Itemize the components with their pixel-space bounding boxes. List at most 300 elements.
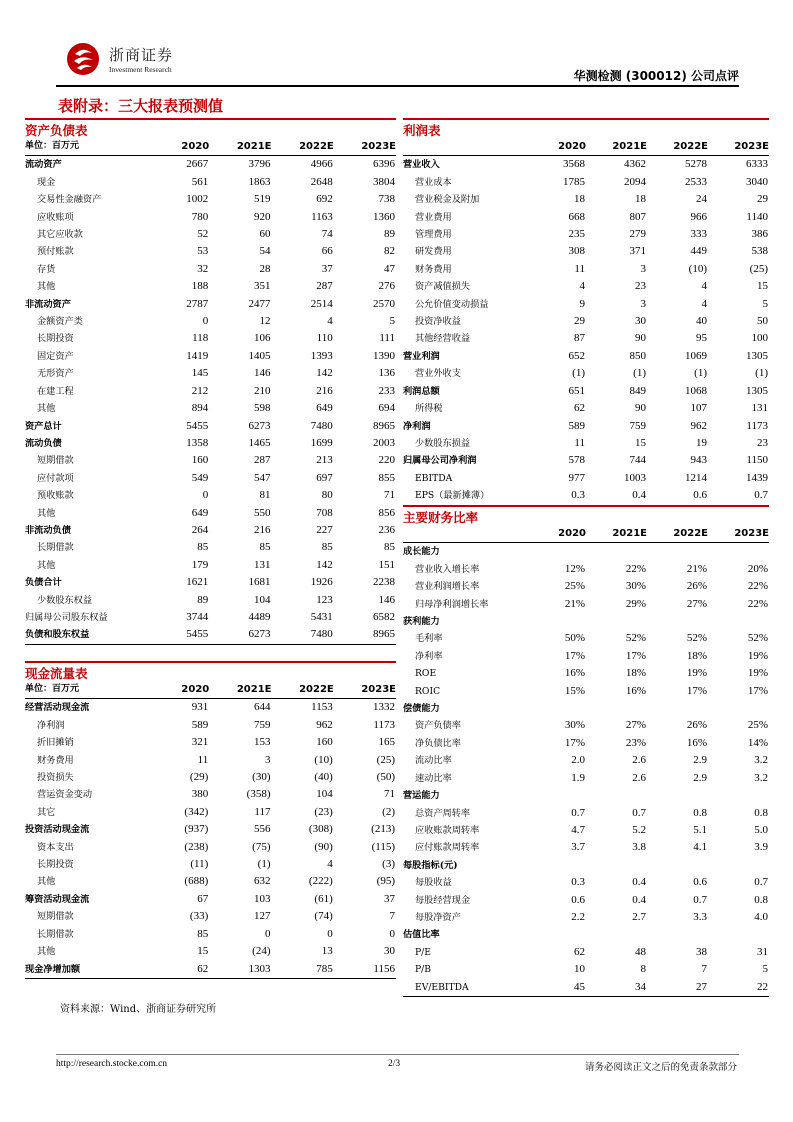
cell-value: (1) bbox=[694, 367, 707, 380]
cell-value: 12 bbox=[259, 315, 271, 328]
cell-value: 3.3 bbox=[693, 910, 707, 923]
year-header: 2020 bbox=[181, 141, 210, 152]
cell-value: 589 bbox=[568, 419, 585, 432]
cell-value: 90 bbox=[635, 402, 646, 415]
table-row bbox=[403, 839, 769, 856]
cell-value bbox=[525, 857, 586, 874]
cell-value: 966 bbox=[690, 210, 707, 223]
cell-value: 962 bbox=[316, 718, 333, 731]
cell-value: (1) bbox=[257, 858, 271, 871]
cell-value: 3.2 bbox=[754, 771, 768, 784]
table-row bbox=[25, 330, 396, 347]
table-row bbox=[403, 979, 769, 997]
cell-value: 3.8 bbox=[632, 841, 646, 854]
cell-value: 276 bbox=[378, 280, 395, 293]
table-row bbox=[25, 574, 396, 591]
cell-value: 1439 bbox=[746, 471, 768, 484]
row-label: 其他 bbox=[37, 281, 56, 293]
table-row bbox=[25, 891, 396, 908]
cell-value: 1150 bbox=[746, 454, 768, 467]
table-row bbox=[25, 943, 396, 960]
cell-value bbox=[708, 787, 769, 804]
year-header: 2022E bbox=[673, 528, 708, 539]
row-label: 估值比率 bbox=[403, 929, 440, 941]
cell-value: 22 bbox=[757, 980, 768, 993]
cell-value: 16% bbox=[625, 684, 646, 697]
cell-value: 2787 bbox=[186, 297, 209, 310]
cell-value: 4.0 bbox=[754, 910, 768, 923]
row-label: P/B bbox=[415, 964, 432, 976]
row-label: 每股指标(元) bbox=[403, 859, 458, 871]
cell-value: 16% bbox=[686, 736, 707, 749]
cell-value: 22% bbox=[747, 580, 768, 593]
cell-value: 856 bbox=[378, 506, 395, 519]
cell-value: 90 bbox=[635, 332, 646, 345]
cell-value: 5431 bbox=[310, 610, 333, 623]
income-statement-title: 利润表 bbox=[403, 123, 441, 138]
cell-value: 45 bbox=[574, 980, 585, 993]
row-label: 固定资产 bbox=[37, 350, 74, 362]
row-label: 财务费用 bbox=[415, 263, 452, 275]
cell-value bbox=[708, 700, 769, 717]
table-row bbox=[25, 592, 396, 609]
cell-value: 210 bbox=[254, 384, 271, 397]
cell-value: 142 bbox=[316, 367, 333, 380]
cell-value bbox=[708, 857, 769, 874]
cell-value: 2667 bbox=[186, 158, 209, 171]
cell-value: 14% bbox=[747, 736, 768, 749]
table-row bbox=[25, 400, 396, 417]
row-label: 在建工程 bbox=[37, 385, 74, 397]
cell-value: 11 bbox=[197, 753, 209, 766]
cell-value: 279 bbox=[629, 228, 646, 241]
cell-value: 89 bbox=[197, 593, 209, 606]
income-statement-table bbox=[403, 138, 769, 506]
cell-value: 0 bbox=[265, 927, 271, 940]
cell-value: 547 bbox=[254, 471, 271, 484]
cell-value: 85 bbox=[259, 541, 271, 554]
cell-value: 649 bbox=[316, 402, 333, 415]
cell-value: 4489 bbox=[248, 610, 271, 623]
table-row bbox=[403, 452, 769, 469]
cell-value: 53 bbox=[197, 245, 209, 258]
cell-value: 3796 bbox=[248, 158, 271, 171]
cell-value: (33) bbox=[189, 910, 209, 923]
row-label: 金额资产类 bbox=[37, 316, 83, 328]
cell-value: 0.7 bbox=[693, 893, 707, 906]
cell-value: (29) bbox=[189, 771, 209, 784]
table-row bbox=[403, 805, 769, 822]
cell-value: 82 bbox=[384, 245, 395, 258]
row-label: 每股经营现金 bbox=[415, 894, 471, 906]
row-label: 投资损失 bbox=[37, 772, 74, 784]
cell-value: 60 bbox=[259, 228, 271, 241]
cell-value: 3 bbox=[640, 262, 646, 275]
cell-value: 32 bbox=[197, 262, 209, 275]
page-header bbox=[56, 36, 739, 86]
cell-value bbox=[647, 700, 708, 717]
table-row bbox=[25, 278, 396, 295]
cell-value: 87 bbox=[574, 332, 585, 345]
cell-value: 2003 bbox=[373, 436, 395, 449]
row-label: 所得税 bbox=[415, 403, 443, 415]
table-header-row bbox=[25, 138, 396, 156]
cell-value: 0.6 bbox=[571, 893, 585, 906]
source-note: 资料来源：Wind、浙商证券研究所 bbox=[60, 1004, 217, 1015]
cell-value: 110 bbox=[316, 332, 333, 345]
cell-value bbox=[525, 700, 586, 717]
cell-value: 0.7 bbox=[754, 489, 768, 502]
table-row bbox=[25, 908, 396, 925]
cell-value: 52% bbox=[686, 632, 707, 645]
row-label: 资本支出 bbox=[37, 841, 74, 853]
row-label: 营业利润 bbox=[403, 350, 440, 362]
cell-value: 19% bbox=[747, 649, 768, 662]
cell-value: 151 bbox=[378, 558, 395, 571]
cell-value: 15 bbox=[757, 280, 768, 293]
row-label: 长期借款 bbox=[37, 928, 74, 940]
cell-value: 18 bbox=[635, 193, 646, 206]
cell-value: 1358 bbox=[186, 436, 209, 449]
row-label: 长期借款 bbox=[37, 542, 74, 554]
cell-value bbox=[586, 926, 647, 943]
cell-value: 4362 bbox=[624, 158, 646, 171]
cell-value: 2.9 bbox=[693, 771, 707, 784]
year-header: 2020 bbox=[558, 141, 586, 152]
cell-value: 30 bbox=[635, 315, 646, 328]
cell-value: 67 bbox=[197, 892, 209, 905]
cell-value: 145 bbox=[191, 367, 209, 380]
row-label: 其它 bbox=[37, 806, 56, 818]
cell-value: 227 bbox=[316, 523, 333, 536]
cell-value: 2.2 bbox=[571, 910, 585, 923]
cell-value: 52% bbox=[625, 632, 646, 645]
footer-divider bbox=[56, 1054, 739, 1055]
cell-value: 179 bbox=[191, 558, 209, 571]
cell-value bbox=[647, 857, 708, 874]
cell-value: 15% bbox=[564, 684, 585, 697]
unit-label bbox=[403, 138, 525, 156]
cell-value: 1699 bbox=[310, 436, 333, 449]
table-row bbox=[25, 313, 396, 330]
row-label: ROIC bbox=[415, 685, 441, 697]
table-header-row bbox=[25, 681, 396, 699]
cell-value: (50) bbox=[376, 771, 395, 784]
cell-value: 1173 bbox=[373, 718, 395, 731]
table-row bbox=[25, 226, 396, 243]
cell-value: 649 bbox=[191, 506, 209, 519]
unit-label bbox=[403, 525, 525, 543]
cell-value: 578 bbox=[568, 454, 585, 467]
table-row bbox=[25, 609, 396, 626]
cell-value: 117 bbox=[254, 805, 271, 818]
table-row bbox=[25, 769, 396, 786]
cell-value: 4 bbox=[579, 280, 585, 293]
table-row bbox=[403, 330, 769, 347]
cell-value: 29% bbox=[625, 597, 646, 610]
row-label: 营业费用 bbox=[415, 211, 452, 223]
cell-value: (115) bbox=[371, 840, 395, 853]
row-label: 财务费用 bbox=[37, 754, 74, 766]
cell-value: 47 bbox=[384, 262, 395, 275]
table-row bbox=[403, 909, 769, 926]
cell-value: 80 bbox=[321, 489, 333, 502]
brand-name-en: Investment Research bbox=[109, 65, 172, 74]
table-row bbox=[25, 926, 396, 943]
cell-value: 5455 bbox=[186, 628, 209, 641]
cell-value: 30% bbox=[564, 719, 585, 732]
cell-value: 17% bbox=[686, 684, 707, 697]
cell-value: 212 bbox=[191, 384, 209, 397]
table-row bbox=[25, 452, 396, 469]
row-label: 折旧摊销 bbox=[37, 737, 74, 749]
table-row bbox=[403, 156, 769, 174]
cell-value: 651 bbox=[568, 384, 585, 397]
year-header: 2022E bbox=[299, 141, 334, 152]
year-header: 2023E bbox=[361, 684, 396, 695]
year-header: 2021E bbox=[236, 141, 272, 152]
cell-value: 5 bbox=[389, 315, 395, 328]
table-row bbox=[25, 734, 396, 751]
footer-url-link[interactable]: http://research.stocke.com.cn bbox=[56, 1059, 168, 1069]
cell-value: 598 bbox=[254, 402, 271, 415]
cell-value: 0.6 bbox=[693, 876, 707, 889]
cell-value: 2514 bbox=[310, 297, 333, 310]
cell-value: 0.4 bbox=[632, 876, 646, 889]
cell-value: 8965 bbox=[373, 628, 395, 641]
cell-value: 855 bbox=[378, 471, 395, 484]
row-label: 经营活动现金流 bbox=[25, 702, 90, 714]
cell-value: 5.1 bbox=[693, 823, 707, 836]
row-label: 净利润 bbox=[37, 719, 65, 731]
cash-flow-top-rule bbox=[25, 661, 396, 663]
cell-value: 19 bbox=[696, 436, 707, 449]
cell-value: 1305 bbox=[746, 384, 768, 397]
cell-value: 48 bbox=[635, 945, 646, 958]
row-label: 流动比率 bbox=[415, 755, 452, 767]
table-row bbox=[25, 174, 396, 191]
cell-value: 131 bbox=[254, 558, 271, 571]
cell-value: 2648 bbox=[310, 175, 333, 188]
cell-value: 127 bbox=[254, 910, 271, 923]
cell-value: 62 bbox=[574, 945, 585, 958]
cell-value: 236 bbox=[378, 523, 395, 536]
cell-value: 550 bbox=[254, 506, 271, 519]
cell-value: 785 bbox=[316, 962, 333, 975]
cell-value: 759 bbox=[254, 718, 271, 731]
row-label: 营运资金变动 bbox=[37, 789, 93, 801]
cell-value bbox=[525, 543, 586, 561]
cell-value: 3804 bbox=[373, 175, 395, 188]
cell-value: 1305 bbox=[746, 349, 768, 362]
cell-value: 30% bbox=[625, 580, 646, 593]
cell-value: 1068 bbox=[685, 384, 707, 397]
cell-value: (238) bbox=[184, 840, 209, 853]
cell-value: 3 bbox=[265, 753, 271, 766]
row-label: 其他 bbox=[37, 507, 56, 519]
cell-value: 6273 bbox=[248, 628, 271, 641]
table-row bbox=[25, 348, 396, 365]
cell-value: (75) bbox=[252, 840, 271, 853]
cell-value: 22% bbox=[747, 597, 768, 610]
table-row bbox=[403, 561, 769, 578]
cell-value: 5.2 bbox=[632, 823, 646, 836]
cell-value: 104 bbox=[316, 788, 333, 801]
cell-value: 519 bbox=[254, 193, 271, 206]
row-label: 速动比率 bbox=[415, 772, 452, 784]
cell-value: 17% bbox=[747, 684, 768, 697]
year-header: 2022E bbox=[673, 141, 708, 152]
cell-value bbox=[525, 613, 586, 630]
balance-sheet-title: 资产负债表 bbox=[25, 123, 88, 138]
cell-value: 0.4 bbox=[632, 489, 646, 502]
cell-value: 15 bbox=[197, 945, 209, 958]
cell-value: 6333 bbox=[746, 158, 768, 171]
row-label: 短期借款 bbox=[37, 455, 74, 467]
table-row bbox=[25, 487, 396, 504]
cell-value: 27 bbox=[696, 980, 707, 993]
cell-value: (3) bbox=[382, 858, 395, 871]
cell-value: 235 bbox=[568, 228, 585, 241]
cell-value: 0.3 bbox=[571, 489, 585, 502]
cell-value: 7480 bbox=[310, 628, 333, 641]
ratios-top-rule bbox=[403, 505, 769, 507]
row-label: 其他 bbox=[37, 876, 56, 888]
page-number: 2/3 bbox=[388, 1059, 401, 1069]
row-label: 非流动负债 bbox=[25, 524, 71, 536]
cell-value: (61) bbox=[314, 892, 333, 905]
table-row bbox=[403, 400, 769, 417]
cell-value: 9 bbox=[579, 297, 585, 310]
table-row bbox=[25, 699, 396, 717]
cell-value: 85 bbox=[197, 541, 209, 554]
cell-value: 1173 bbox=[746, 419, 768, 432]
table-row bbox=[25, 873, 396, 890]
cell-value: 7 bbox=[389, 910, 395, 923]
cell-value: 37 bbox=[321, 262, 333, 275]
cell-value: 153 bbox=[254, 736, 271, 749]
cell-value: 308 bbox=[568, 245, 585, 258]
cell-value: 1465 bbox=[248, 436, 271, 449]
row-label: 应收账项 bbox=[37, 211, 74, 223]
cell-value: 17% bbox=[564, 649, 585, 662]
cell-value: 2570 bbox=[373, 297, 395, 310]
balance-sheet-panel bbox=[25, 118, 396, 648]
table-row bbox=[25, 209, 396, 226]
cell-value: 54 bbox=[259, 245, 271, 258]
table-row bbox=[25, 539, 396, 556]
cell-value: 386 bbox=[751, 228, 768, 241]
cell-value: 632 bbox=[254, 875, 271, 888]
unit-label: 单位：百万元 bbox=[25, 141, 80, 151]
table-row bbox=[403, 365, 769, 382]
cell-value: 1390 bbox=[373, 349, 395, 362]
table-row bbox=[403, 261, 769, 278]
table-row bbox=[25, 191, 396, 208]
cell-value: (1) bbox=[572, 367, 585, 380]
cell-value: 23% bbox=[625, 736, 646, 749]
cell-value: 977 bbox=[568, 471, 585, 484]
cell-value: 29 bbox=[574, 315, 585, 328]
cell-value: 233 bbox=[378, 384, 395, 397]
balance-sheet-table bbox=[25, 138, 396, 645]
row-label: 预收账款 bbox=[37, 490, 74, 502]
cell-value bbox=[647, 613, 708, 630]
ratios-panel bbox=[403, 505, 769, 995]
cell-value bbox=[586, 613, 647, 630]
row-label: 其他经营收益 bbox=[415, 333, 471, 345]
table-row bbox=[25, 156, 396, 174]
cell-value: 71 bbox=[384, 788, 395, 801]
cell-value bbox=[708, 543, 769, 561]
ratios-title: 主要财务比率 bbox=[403, 510, 479, 525]
row-label: 资产减值损失 bbox=[415, 281, 471, 293]
cell-value: 4 bbox=[701, 280, 707, 293]
table-row bbox=[25, 243, 396, 260]
row-label: P/E bbox=[415, 946, 431, 958]
cell-value: 85 bbox=[197, 927, 209, 940]
row-label: 非流动资产 bbox=[25, 298, 71, 310]
cell-value: 1393 bbox=[310, 349, 333, 362]
table-row bbox=[403, 683, 769, 700]
table-row bbox=[25, 418, 396, 435]
row-label: 负债合计 bbox=[25, 577, 62, 589]
row-label: 现金净增加额 bbox=[25, 963, 81, 975]
cell-value: 1926 bbox=[310, 576, 333, 589]
cell-value: 4 bbox=[327, 315, 333, 328]
row-label: 交易性金融资产 bbox=[37, 194, 102, 206]
row-label: 营业成本 bbox=[415, 176, 452, 188]
year-header: 2020 bbox=[181, 684, 210, 695]
cell-value: 5455 bbox=[186, 419, 209, 432]
cell-value: 449 bbox=[690, 245, 707, 258]
cell-value: 103 bbox=[254, 892, 271, 905]
cell-value: 213 bbox=[316, 454, 333, 467]
row-label: 营业收入增长率 bbox=[415, 563, 480, 575]
row-label: 现金 bbox=[37, 176, 56, 188]
cell-value: 3568 bbox=[563, 158, 585, 171]
table-row bbox=[25, 961, 396, 979]
cell-value: 52% bbox=[747, 632, 768, 645]
cell-value: 0 bbox=[389, 927, 395, 940]
cell-value: 931 bbox=[191, 701, 209, 714]
table-row bbox=[403, 418, 769, 435]
cell-value: 19% bbox=[686, 667, 707, 680]
cell-value: 264 bbox=[191, 523, 209, 536]
row-label: 流动负债 bbox=[25, 437, 62, 449]
table-row bbox=[403, 296, 769, 313]
cell-value: 23 bbox=[757, 436, 768, 449]
cash-flow-table bbox=[25, 681, 396, 979]
cell-value: 1681 bbox=[248, 576, 271, 589]
cash-flow-panel bbox=[25, 661, 396, 981]
cell-value: 85 bbox=[384, 541, 395, 554]
table-row bbox=[25, 365, 396, 382]
cell-value: 106 bbox=[254, 332, 271, 345]
row-label: 短期借款 bbox=[37, 911, 74, 923]
cell-value: 5.0 bbox=[754, 823, 768, 836]
cell-value: 589 bbox=[191, 718, 209, 731]
cell-value: 160 bbox=[316, 736, 333, 749]
row-label: 投资活动现金流 bbox=[25, 824, 90, 836]
cell-value: 26% bbox=[686, 719, 707, 732]
cell-value: 287 bbox=[316, 280, 333, 293]
cell-value: 25% bbox=[564, 580, 585, 593]
cell-value: 694 bbox=[378, 402, 395, 415]
cell-value: 20% bbox=[747, 562, 768, 575]
table-row bbox=[25, 383, 396, 400]
cell-value: 15 bbox=[635, 436, 646, 449]
